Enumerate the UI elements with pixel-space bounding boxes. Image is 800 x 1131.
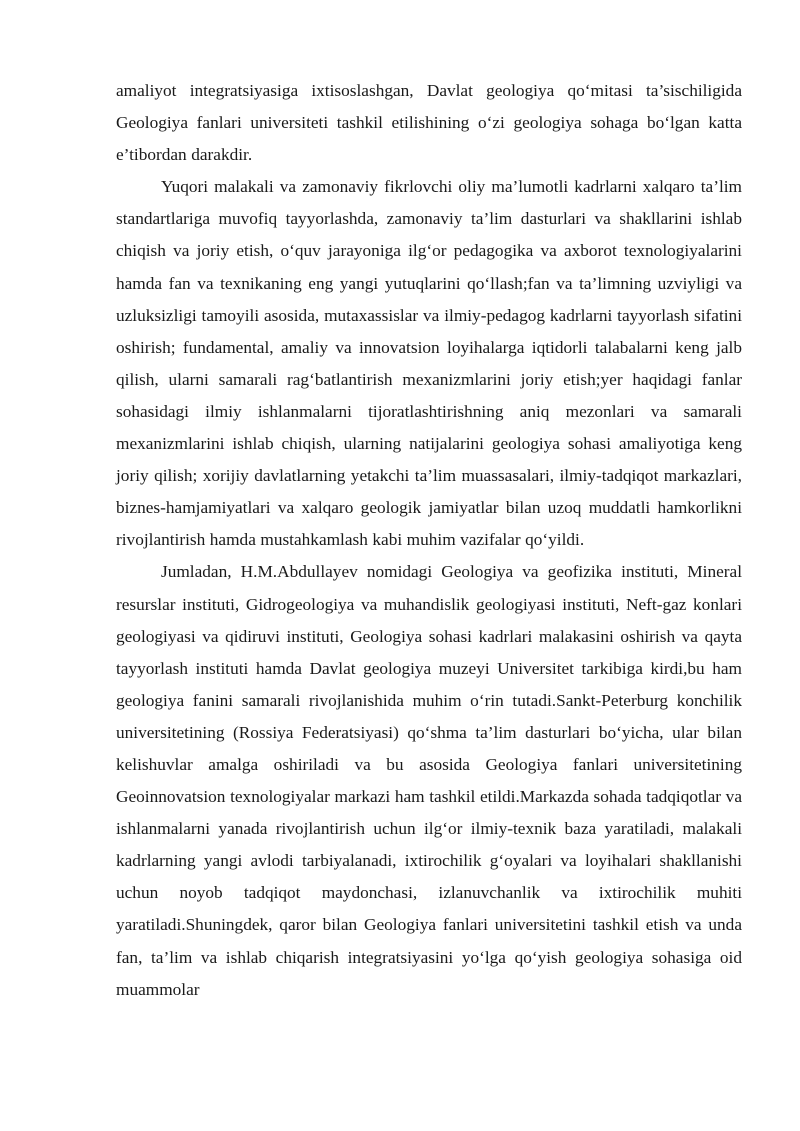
body-text	[116, 75, 742, 1006]
paragraph-2: Yuqori malakali va zamonaviy fikrlovchi oliy ma’lumotli kadrlarni xalqaro ta’lim standartlariga muvofiq tayyorlashda, zamonaviy ta’lim dasturlari va shakllarini ishlab chiqish va joriy etish, o‘quv jarayoniga ilg‘or pedagogika va axborot texnologiyalarini hamda fan va texnikaning eng yangi yutuqlarini qo‘llash;fan va ta’limning uzviyligi va uzluksizligi tamoyili asosida, mutaxassislar va ilmiy-pedagog kadrlarni tayyorlash sifatini oshirish; fundamental, amaliy va innovatsion loyihalarga iqtidorli talabalarni keng jalb qilish, ularni samarali rag‘batlantirish mexanizmlarini joriy etish;yer haqidagi fanlar sohasidagi ilmiy ishlanmalarni tijoratlashtirishning aniq mezonlari va samarali mexanizmlarini ishlab chiqish, ularning natijalarini geologiya sohasi amaliyotiga keng joriy qilish; xorijiy davlatlarning yetakchi ta’lim muassasalari, ilmiy-tadqiqot markazlari, biznes-hamjamiyatlari va xalqaro geologik jamiyatlar bilan uzoq muddatli hamkorlikni rivojlantirish hamda mustahkamlash kabi muhim vazifalar qo‘yildi.	[116, 177, 742, 550]
paragraph-3: Jumladan, H.M.Abdullayev nomidagi Geologiya va geofizika instituti, Mineral resurslar instituti, Gidrogeologiya va muhandislik geologiyasi instituti, Neft-gaz konlari geologiyasi va qidiruvi instituti, Geologiya sohasi kadrlari malakasini oshirish va qayta tayyorlash instituti hamda Davlat geologiya muzeyi Universitet tarkibiga kirdi,bu ham geologiya fanini samarali rivojlanishida muhim o‘rin tutadi.Sankt-Peterburg konchilik universitetining (Rossiya Federatsiyasi) qo‘shma ta’lim dasturlari bo‘yicha, ular bilan kelishuvlar amalga oshiriladi va bu asosida Geologiya fanlari universitetining Geoinnovatsion texnologiyalar markazi ham tashkil etildi.Markazda sohada tadqiqotlar va ishlanmalarni yanada rivojlantirish uchun ilg‘or ilmiy-texnik baza yaratiladi, malakali kadrlarning yangi avlodi tarbiyalanadi, ixtirochilik g‘oyalari va loyihalari shakllanishi uchun noyob tadqiqot maydonchasi, izlanuvchanlik va ixtirochilik muhiti yaratiladi.Shuningdek, qaror bilan Geologiya fanlari universitetini tashkil etish va unda fan, ta’lim va ishlab chiqarish integratsiyasini yo‘lga qo‘yish geologiya sohasiga oid muammolar	[116, 562, 742, 999]
paragraph-1: amaliyot integratsiyasiga ixtisoslashgan, Davlat geologiya qo‘mitasi ta’sischiligida Geologiya fanlari universiteti tashkil etilishining o‘zi geologiya sohaga bo‘lgan katta e’tibordan darakdir.	[116, 81, 742, 165]
